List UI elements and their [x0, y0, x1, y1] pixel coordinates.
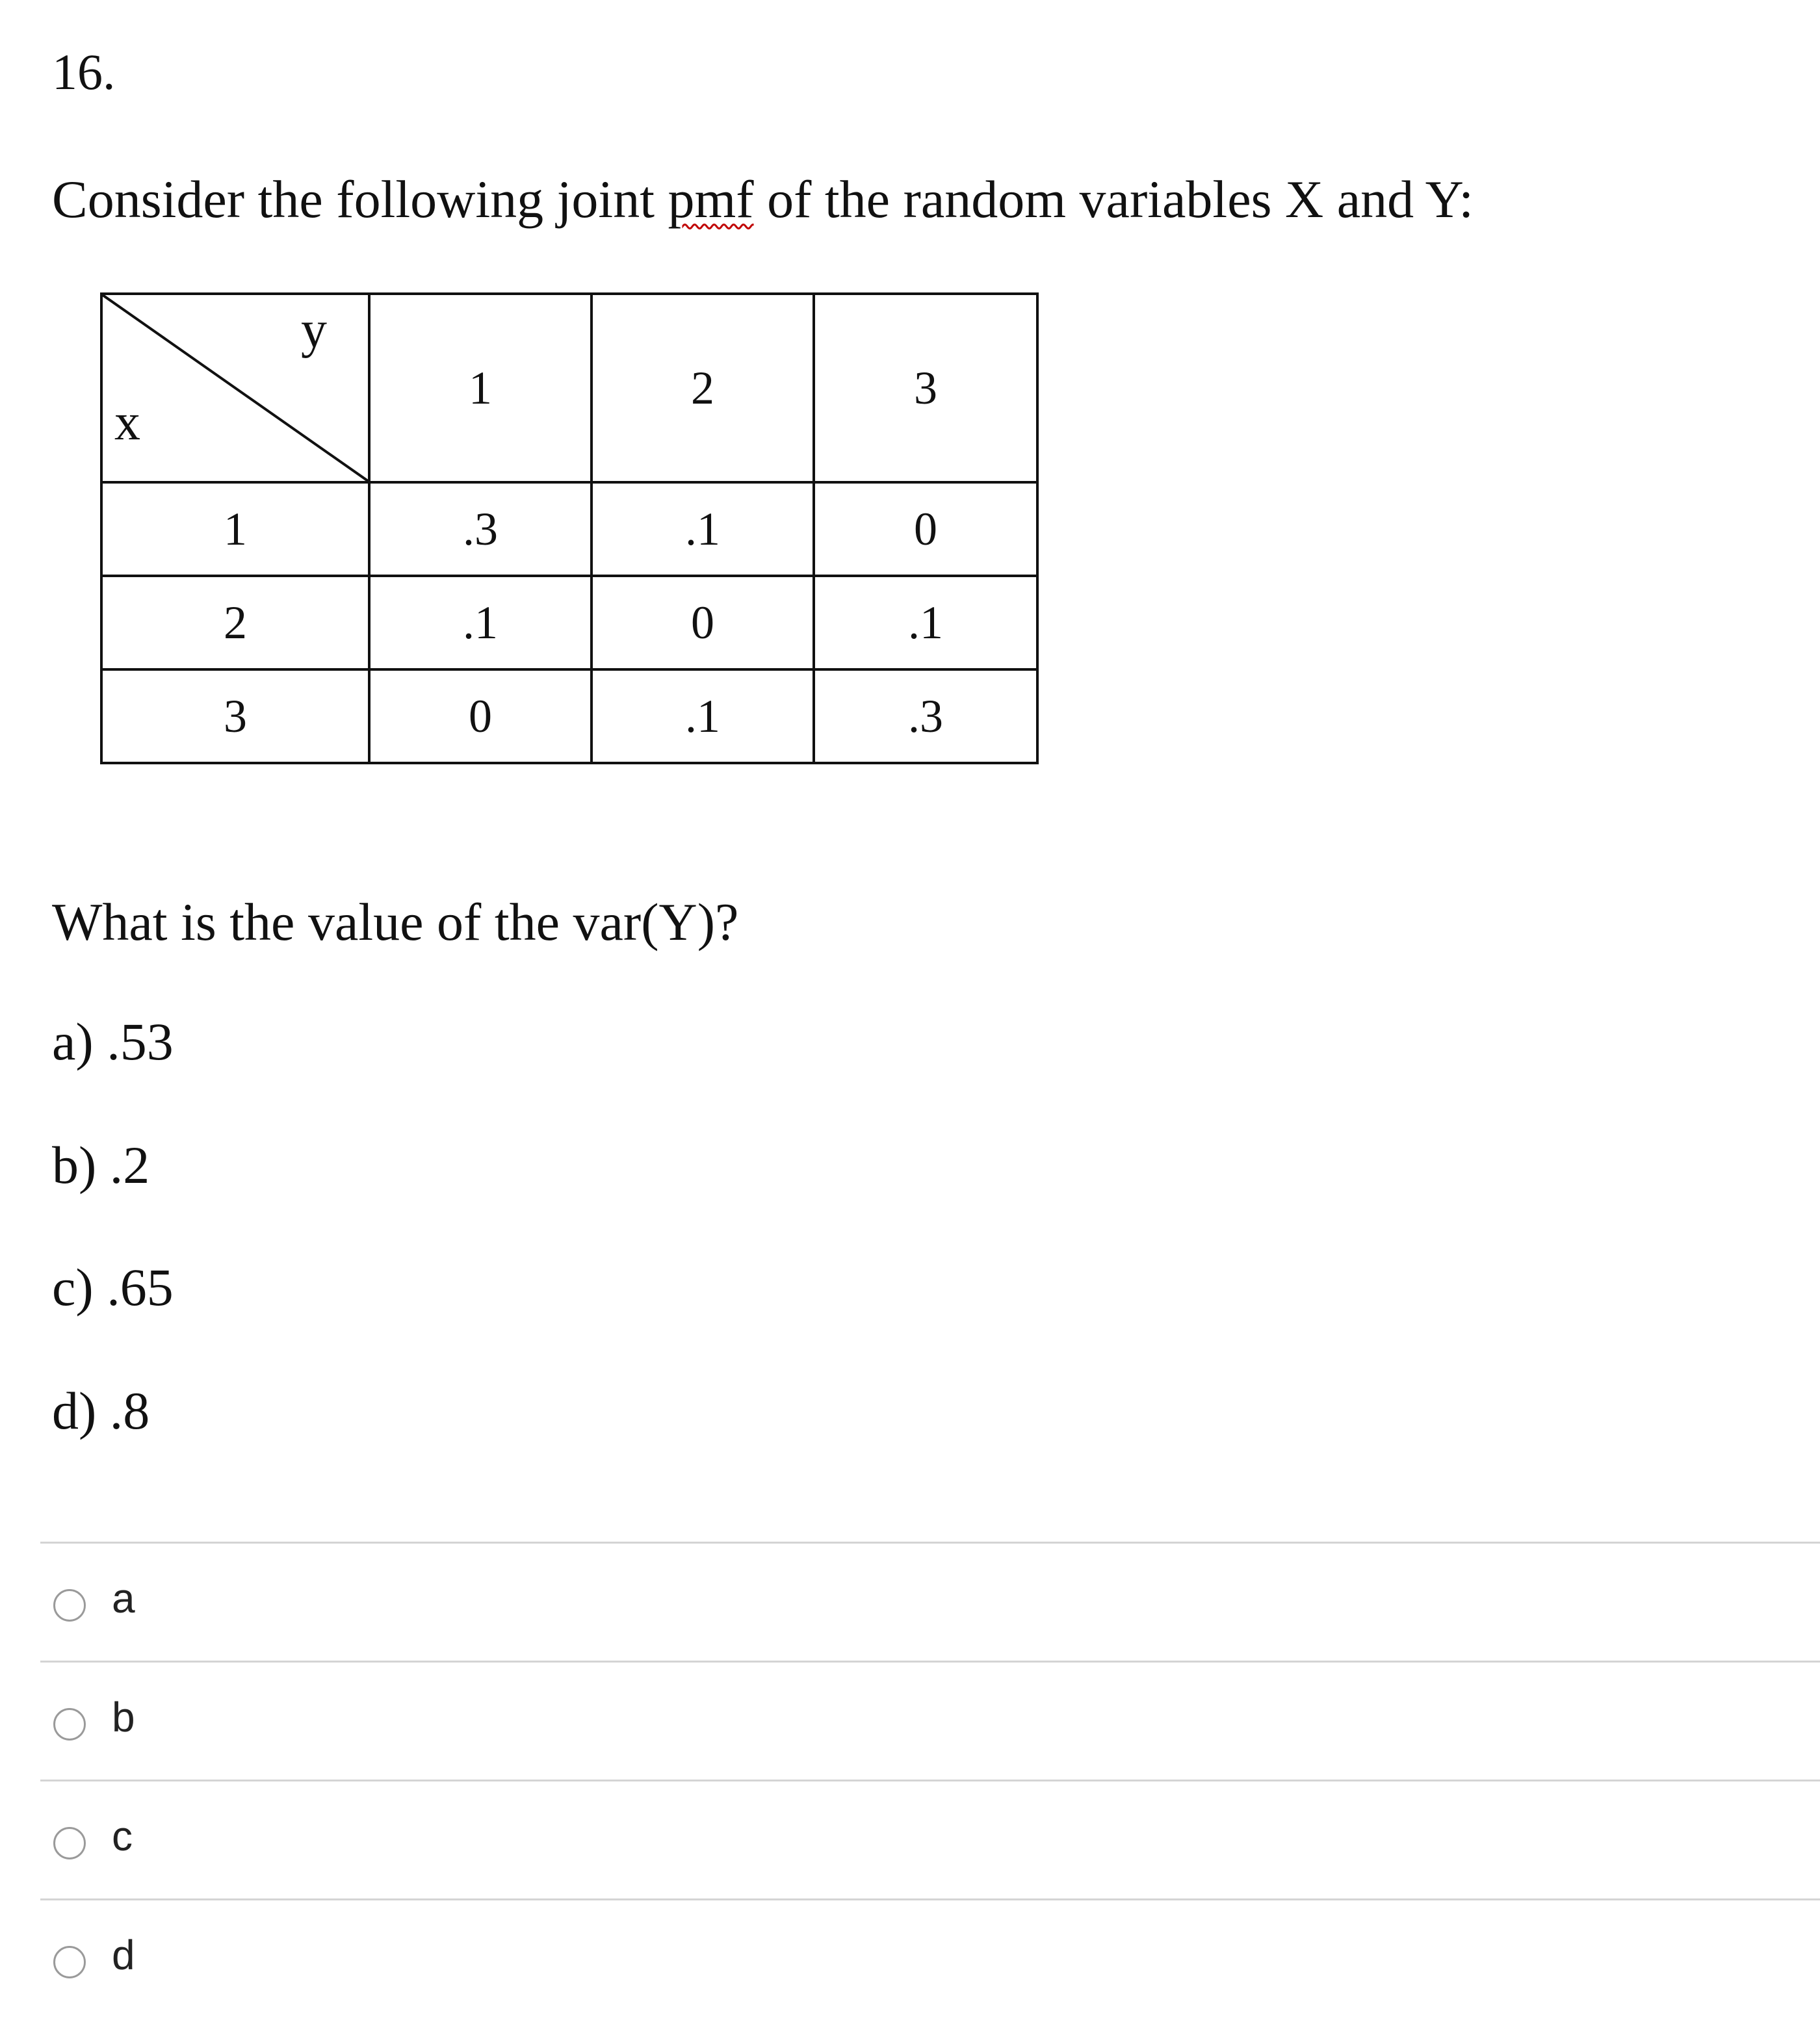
answer-label: c	[112, 1813, 133, 1859]
y-header-cell: 1	[369, 294, 592, 482]
radio-button[interactable]	[53, 1589, 86, 1622]
radio-button[interactable]	[53, 1827, 86, 1859]
radio-button[interactable]	[53, 1946, 86, 1978]
answer-option-b[interactable]	[40, 1661, 1820, 1780]
y-header-cell: 3	[814, 294, 1037, 482]
prompt-text-before: Consider the following joint	[52, 170, 668, 229]
table-row	[101, 669, 1037, 763]
prompt-pmf-word: pmf	[668, 170, 754, 229]
table-header-row	[101, 294, 1037, 482]
answer-option-c[interactable]	[40, 1780, 1820, 1898]
choice-text-c: c) .65	[52, 1258, 174, 1317]
probability-cell: .3	[814, 669, 1037, 763]
question-prompt	[52, 170, 1474, 229]
radio-button[interactable]	[53, 1708, 86, 1741]
probability-cell: 0	[592, 576, 814, 669]
table-corner-cell	[101, 294, 369, 482]
choice-text-a: a) .53	[52, 1012, 174, 1071]
answer-label: b	[112, 1694, 135, 1741]
y-header-cell: 2	[592, 294, 814, 482]
question-text: What is the value of the var(Y)?	[52, 892, 739, 952]
probability-cell: .1	[814, 576, 1037, 669]
answer-option-a[interactable]	[40, 1542, 1820, 1661]
joint-pmf-table	[100, 292, 1039, 764]
x-value-cell: 1	[101, 482, 369, 576]
x-value-cell: 3	[101, 669, 369, 763]
choice-text-b: b) .2	[52, 1135, 150, 1195]
probability-cell: .1	[592, 482, 814, 576]
prompt-text-after: of the random variables X and Y:	[753, 170, 1474, 229]
choice-text-d: d) .8	[52, 1381, 150, 1440]
table-row	[101, 482, 1037, 576]
corner-y-label: y	[301, 302, 327, 359]
answer-options-list	[40, 1542, 1820, 2017]
probability-cell: 0	[369, 669, 592, 763]
probability-cell: .1	[592, 669, 814, 763]
probability-cell: .1	[369, 576, 592, 669]
answer-label: d	[112, 1932, 135, 1978]
answer-option-d[interactable]	[40, 1898, 1820, 2017]
table-row	[101, 576, 1037, 669]
x-value-cell: 2	[101, 576, 369, 669]
corner-diagonal-line	[103, 295, 368, 481]
probability-cell: .3	[369, 482, 592, 576]
question-number: 16.	[52, 44, 116, 100]
answer-label: a	[112, 1575, 135, 1622]
probability-cell: 0	[814, 482, 1037, 576]
corner-x-label: x	[114, 394, 140, 451]
